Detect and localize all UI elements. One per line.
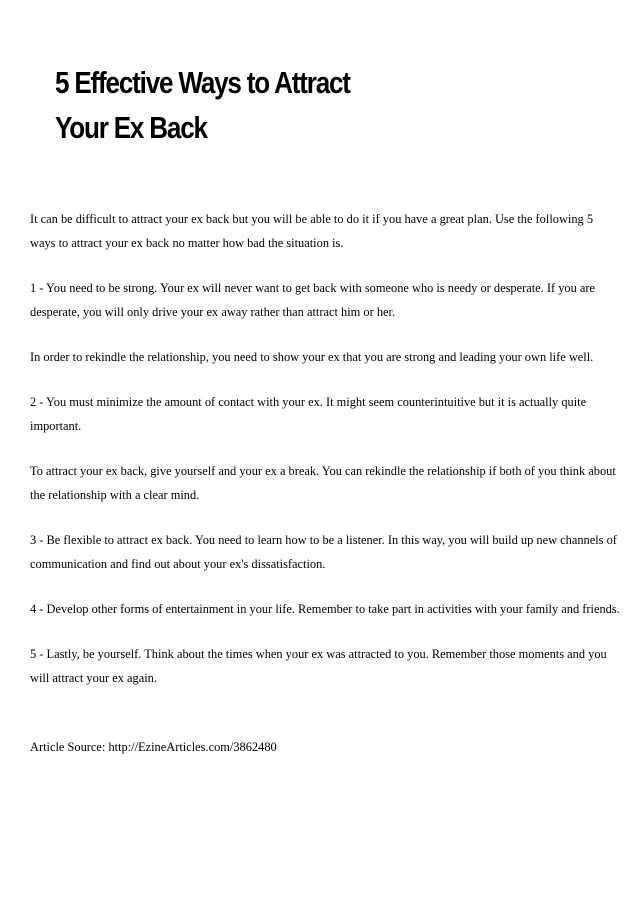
article-body — [30, 207, 620, 780]
tip-5-paragraph: 5 - Lastly, be yourself. Think about the times when your ex was attracted to you. Remember those moments and you will attract your ex again. — [30, 647, 607, 685]
tip-3-paragraph: 3 - Be flexible to attract ex back. You need to learn how to be a listener. In this way, you will build up new channels of communication and find out about your ex's dissatisfaction. — [30, 533, 617, 571]
tip-2-detail-paragraph: To attract your ex back, give yourself and your ex a break. You can rekindle the relationship if both of you think about the relationship with a clear mind. — [30, 464, 616, 502]
tip-4-paragraph: 4 - Develop other forms of entertainment in your life. Remember to take part in activities with your family and friends. — [30, 602, 620, 616]
tip-2-paragraph: 2 - You must minimize the amount of contact with your ex. It might seem counterintuitive but it is actually quite important. — [30, 395, 587, 433]
tip-1-paragraph: 1 - You need to be strong. Your ex will never want to get back with someone who is needy or desperate. If you are desperate, you will only drive your ex away rather than attract him or her. — [30, 281, 596, 319]
intro-paragraph: It can be difficult to attract your ex back but you will be able to do it if you have a great plan. Use the following 5 ways to attract your ex back no matter how bad the situation is. — [30, 212, 594, 250]
document-title — [55, 60, 492, 150]
title-line-2: Your Ex Back — [55, 110, 207, 145]
title-line-1: 5 Effective Ways to Attract — [55, 65, 350, 100]
tip-1-detail-paragraph: In order to rekindle the relationship, you need to show your ex that you are strong and leading your own life well. — [30, 350, 594, 364]
article-source: Article Source: http://EzineArticles.com/3862480 — [30, 740, 277, 754]
